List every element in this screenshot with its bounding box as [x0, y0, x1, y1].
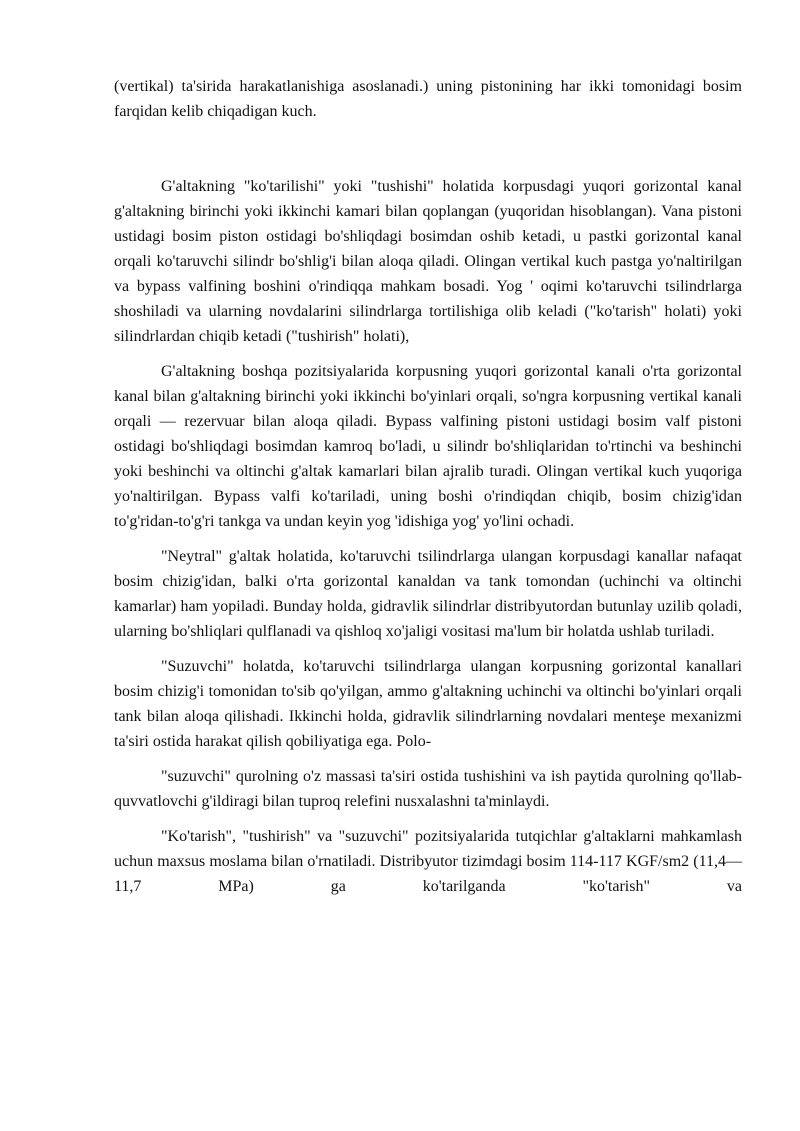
- document-page: [114, 74, 742, 899]
- paragraph-other-positions: G'altakning boshqa pozitsiyalarida korpusning yuqori gorizontal kanali o'rta gorizontal kanal bilan g'altakning birinchi yoki ikkinchi bo'yinlari orqali, so'ngra korpusning vertikal kanali orqali — rezervuar bilan aloqa qiladi. Bypass valfining pistoni ustidagi bosim valf pistoni ostidagi bo'shliqdagi bosimdan kamroq bo'ladi, u silindr bo'shliqlaridan to'rtinchi va beshinchi yoki beshinchi va oltinchi g'altak kamarlari bilan ajralib turadi. Olingan vertikal kuch yuqoriga yo'naltirilgan. Bypass valfi ko'tariladi, uning boshi o'rindiqdan chiqib, bosim chizig'idan to'g'ridan-to'g'ri tankga va undan keyin yog 'idishiga yog' yo'lini ochadi.: [114, 363, 742, 530]
- paragraph-lever-fixing: "Ko'tarish", "tushirish" va "suzuvchi" pozitsiyalarida tutqichlar g'altaklarni mahkamlash uchun maxsus moslama bilan o'rnatiladi. Distribyutor tizimdagi bosim 114-117 KGF/sm2 (11,4—11,7 MPa) ga ko'tarilganda "ko'tarish" va: [114, 828, 742, 895]
- paragraph-continuation: (vertikal) ta'sirida harakatlanishiga asoslanadi.) uning pistonining har ikki tomonidagi bosim farqidan kelib chiqadigan kuch.: [114, 78, 742, 120]
- paragraph-raise-lower-position: G'altakning "ko'tarilishi" yoki "tushishi" holatida korpusdagi yuqori gorizontal kanal g'altakning birinchi yoki ikkinchi kamari bilan qoplangan (yuqoridan hisoblangan). Vana pistoni ustidagi bosim piston ostidagi bo'shliqdagi bosimdan oshib ketadi, u pastki gorizontal kanal orqali ko'taruvchi silindr bo'shlig'i bilan aloqa qiladi. Olingan vertikal kuch pastga yo'naltirilgan va bypass valfining boshini o'rindiqqa mahkam bosadi. Yog ' oqimi ko'taruvchi tsilindrlarga shoshiladi va ularning novdalarini silindrlarga tortilishiga olib keladi ("ko'tarish" holati) yoki silindrlardan chiqib ketadi ("tushirish" holati),: [114, 178, 742, 345]
- paragraph-floating-continuation: "suzuvchi" qurolning o'z massasi ta'siri ostida tushishini va ish paytida qurolning qo'llab-quvvatlovchi g'ildiragi bilan tuproq relefini nusxalashni ta'minlaydi.: [114, 768, 742, 810]
- paragraph-floating-position: "Suzuvchi" holatda, ko'taruvchi tsilindrlarga ulangan korpusning gorizontal kanallari bosim chizig'i tomonidan to'sib qo'yilgan, ammo g'altakning uchinchi va oltinchi bo'yinlari orqali tank bilan aloqa qilishadi. Ikkinchi holda, gidravlik silindrlarning novdalari menteşe mexanizmi ta'siri ostida harakat qilish qobiliyatiga ega. Polo-: [114, 658, 742, 750]
- paragraph-neutral-position: "Neytral" g'altak holatida, ko'taruvchi tsilindrlarga ulangan korpusdagi kanallar nafaqat bosim chizig'idan, balki o'rta gorizontal kanaldan va tank tomondan (uchinchi va oltinchi kamarlar) ham yopiladi. Bunday holda, gidravlik silindrlar distribyutordan butunlay uzilib qoladi, ularning bo'shliqlari qulflanadi va qishloq xo'jaligi vositasi ma'lum bir holatda ushlab turiladi.: [114, 548, 742, 640]
